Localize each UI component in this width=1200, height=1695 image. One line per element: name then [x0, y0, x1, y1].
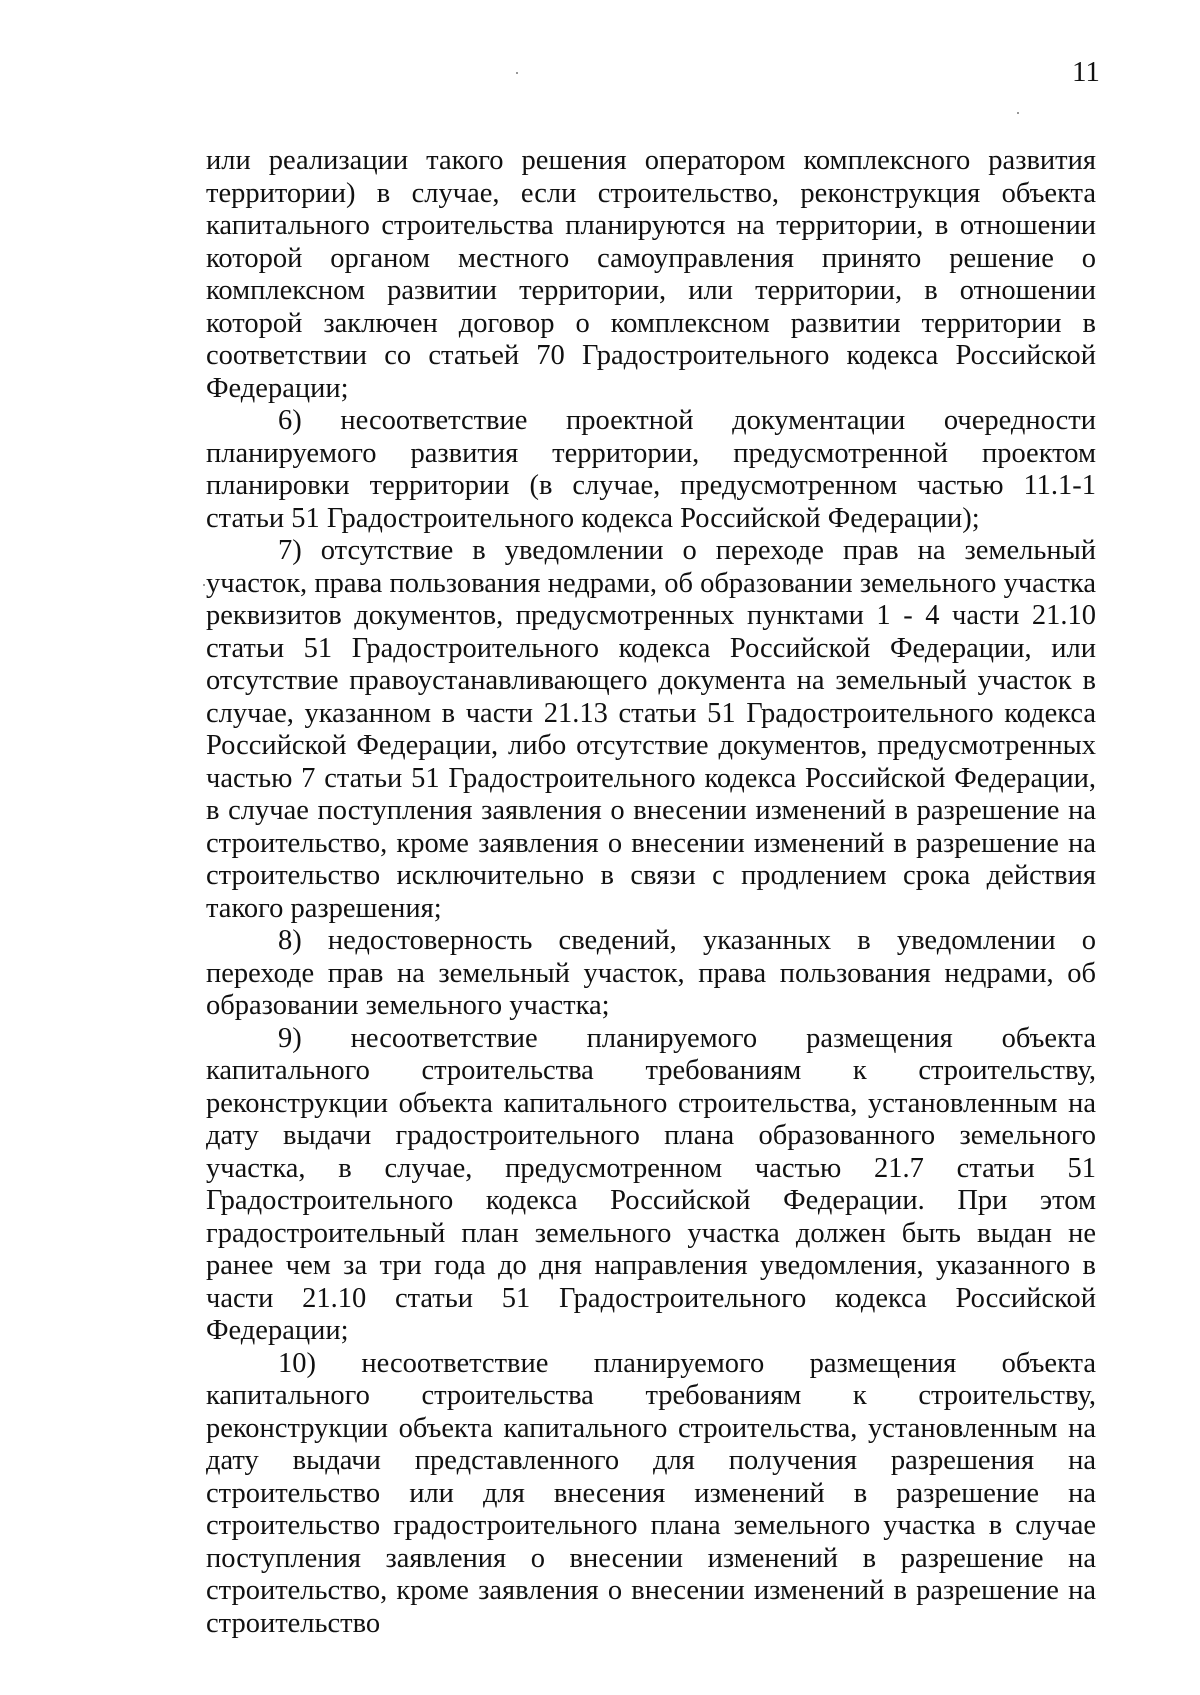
paragraph-item-6: 6) несоответствие проектной документации очередности планируемого развития территории, предусмотренной проектом планировки территории (в случае, предусмотренном частью 11.1-1 статьи 51 Градостроительного кодекса Российской Федерации);: [206, 405, 1096, 534]
paragraph-item-10: 10) несоответствие планируемого размещения объекта капитального строительства требованиям к строительству, реконструкции объекта капитального строительства, установленным на дату выдачи представленного для получения разрешения на строительство или для внесения изменений в разрешение на строительство градостроительного плана земельного участка в случае поступления заявления о внесении изменений в разрешение на строительство, кроме заявления о внесении изменений в разрешение на строительство: [206, 1347, 1096, 1639]
paragraph-continuation: или реализации такого решения оператором комплексного развития территории) в случае, если строительство, реконструкция объекта капитального строительства планируются на территории, в отношении которой органом местного самоуправления принято решение о комплексном развитии территории, или территории, в отношении которой заключен договор о комплексном развитии территории в соответствии со статьей 70 Градостроительного кодекса Российской Федерации;: [206, 145, 1096, 404]
scan-speck: [1017, 112, 1019, 114]
scan-speck: [516, 72, 518, 74]
paragraph-item-7: 7) отсутствие в уведомлении о переходе прав на земельный участок, права пользования недрами, об образовании земельного участка реквизитов документов, предусмотренных пунктами 1 - 4 части 21.10 статьи 51 Градостроительного кодекса Российской Федерации, или отсутствие правоустанавливающего документа на земельный участок в случае, указанном в части 21.13 статьи 51 Градостроительного кодекса Российской Федерации, либо отсутствие документов, предусмотренных частью 7 статьи 51 Градостроительного кодекса Российской Федерации, в случае поступления заявления о внесении изменений в разрешение на строительство, кроме заявления о внесении изменений в разрешение на строительство исключительно в связи с продлением срока действия такого разрешения;: [206, 535, 1096, 924]
scan-speck: [203, 584, 205, 586]
document-body: [206, 145, 1096, 1640]
paragraph-item-9: 9) несоответствие планируемого размещения объекта капитального строительства требованиям к строительству, реконструкции объекта капитального строительства, установленным на дату выдачи градостроительного плана образованного земельного участка, в случае, предусмотренном частью 21.7 статьи 51 Градостроительного кодекса Российской Федерации. При этом градостроительный план земельного участка должен быть выдан не ранее чем за три года до дня направления уведомления, указанного в части 21.10 статьи 51 Градостроительного кодекса Российской Федерации;: [206, 1022, 1096, 1346]
page-number: 11: [1072, 56, 1100, 88]
paragraph-item-8: 8) недостоверность сведений, указанных в уведомлении о переходе прав на земельный участок, права пользования недрами, об образовании земельного участка;: [206, 925, 1096, 1021]
